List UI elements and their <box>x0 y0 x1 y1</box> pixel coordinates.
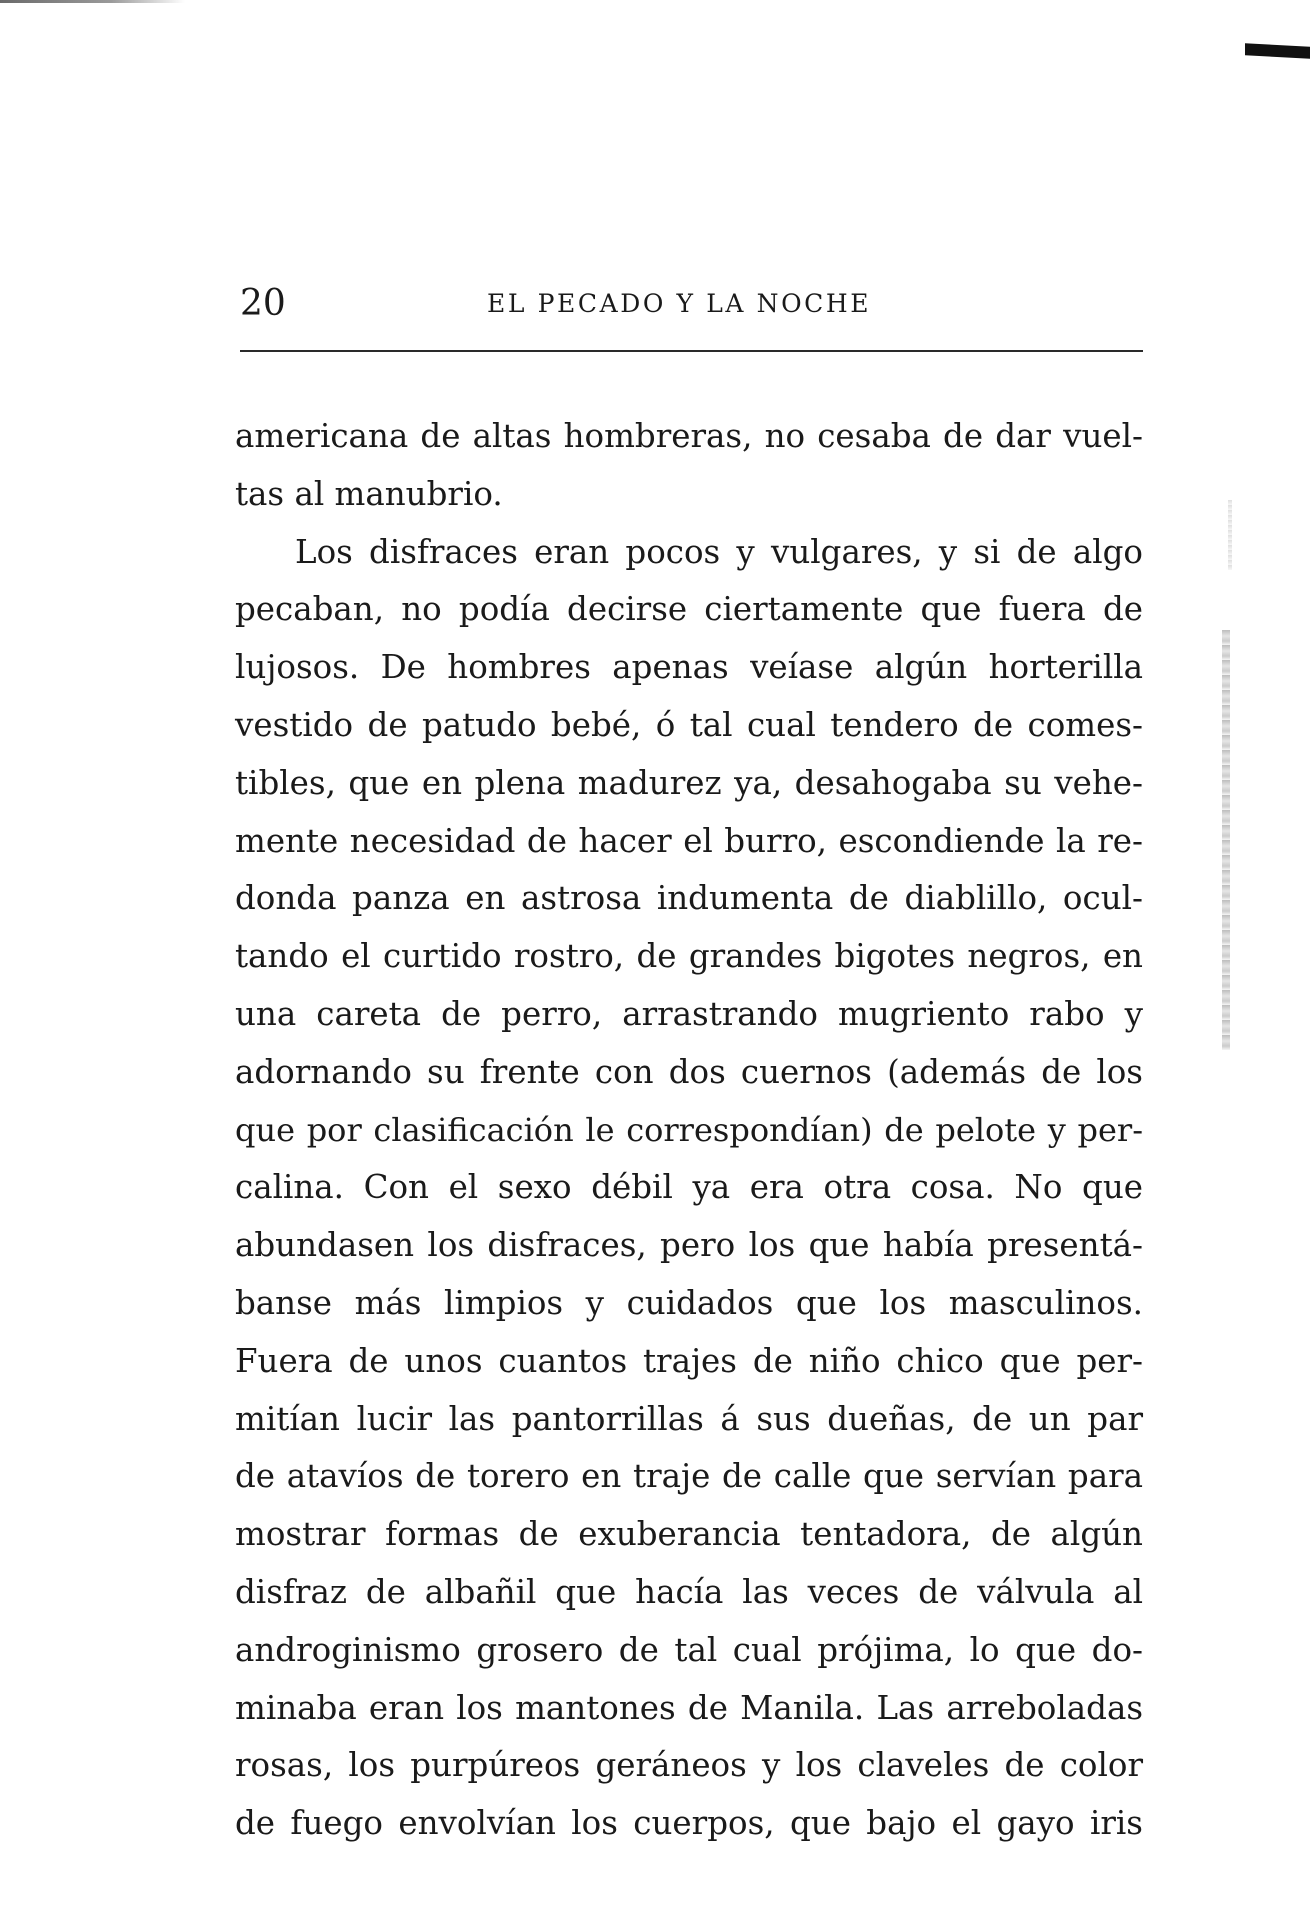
text-line: adornando su frente con dos cuernos (además de los <box>235 1052 1143 1091</box>
text-line: tando el curtido rostro, de grandes bigotes negros, en <box>235 937 1143 976</box>
text-line: que por clasificación le correspondían) de pelote y per- <box>235 1110 1143 1149</box>
header-rule <box>240 350 1143 352</box>
text-line: mitían lucir las pantorrillas á sus dueñas, de un par <box>235 1399 1143 1438</box>
running-title: EL PECADO Y LA NOCHE <box>487 289 872 318</box>
text-line: tibles, que en plena madurez ya, desahogaba su vehe- <box>235 763 1143 802</box>
text-line: de atavíos de torero en traje de calle que servían para <box>235 1457 1143 1496</box>
text-line: mostrar formas de exuberancia tentadora, de algún <box>235 1515 1143 1554</box>
text-line: tas al manubrio. <box>235 474 503 513</box>
text-line: una careta de perro, arrastrando mugriento rabo y <box>235 994 1143 1033</box>
running-header <box>240 282 1140 326</box>
text-line: de fuego envolvían los cuerpos, que bajo el gayo iris <box>235 1804 1143 1843</box>
text-line: rosas, los purpúreos geráneos y los claveles de color <box>235 1746 1143 1785</box>
text-line: Los disfraces eran pocos y vulgares, y si de algo <box>295 532 1143 571</box>
page-edge-shadow <box>1222 630 1230 1050</box>
text-line: donda panza en astrosa indumenta de diablillo, ocul- <box>235 879 1143 918</box>
page-number: 20 <box>240 283 286 324</box>
page-edge-shadow <box>1228 500 1232 570</box>
text-line: lujosos. De hombres apenas veíase algún horterilla <box>235 648 1143 687</box>
text-line: abundasen los disfraces, pero los que había presentá- <box>235 1226 1143 1265</box>
text-line: calina. Con el sexo débil ya era otra cosa. No que <box>235 1168 1143 1207</box>
text-line: pecaban, no podía decirse ciertamente que fuera de <box>235 590 1143 629</box>
text-line: americana de altas hombreras, no cesaba de dar vuel- <box>235 417 1143 455</box>
text-line: androginismo grosero de tal cual prójima, lo que do- <box>235 1630 1143 1669</box>
text-line: minaba eran los mantones de Manila. Las arreboladas <box>235 1688 1143 1727</box>
text-line: banse más limpios y cuidados que los masculinos. <box>235 1283 1143 1322</box>
text-line: vestido de patudo bebé, ó tal cual tendero de comes- <box>235 705 1143 744</box>
scan-edge-mark <box>0 0 185 3</box>
text-line: disfraz de albañil que hacía las veces de válvula al <box>235 1572 1143 1611</box>
text-line: mente necesidad de hacer el burro, escondiende la re- <box>235 821 1143 860</box>
body-text <box>235 408 1143 1853</box>
scan-corner-mark <box>1245 43 1310 58</box>
text-line: Fuera de unos cuantos trajes de niño chico que per- <box>235 1341 1143 1380</box>
